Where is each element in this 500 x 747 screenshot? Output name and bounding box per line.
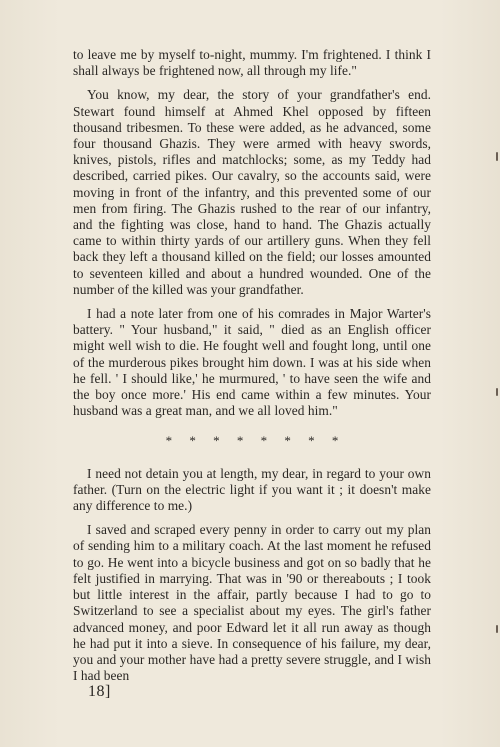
paragraph-2: You know, my dear, the story of your grandfather's end. Stewart found himself at Ahmed Khel opposed by fifteen thousand tribesmen. To these were added, as he advanced, some four thousand Ghazis. They were armed with heavy swords, knives, pistols, rifles and matchlocks; some, as my Teddy had described, carried pikes. Our cavalry, so the accounts said, were moving in front of the infantry, and this prevented some of our men from firing. The Ghazis rushed to the rear of our infantry, and the fighting was close, hand to hand. The Ghazis actually came to within thirty yards of our artillery guns. When they fell back they left a thousand killed on the field; our losses amounted to seventeen killed and about a hundred wounded. One of the number of the killed was your grandfather. bbox=[73, 87, 431, 297]
margin-mark bbox=[496, 625, 498, 633]
margin-mark bbox=[496, 152, 498, 161]
body-text bbox=[73, 47, 431, 684]
paragraph-1: to leave me by myself to-night, mummy. I'm frightened. I think I shall always be frightened now, all through my life." bbox=[73, 47, 431, 79]
margin-mark bbox=[496, 388, 498, 396]
paragraph-3: I had a note later from one of his comrades in Major Warter's battery. " Your husband," it said, " died as an English officer might well wish to die. He fought well and fought long, until one of the murderous pikes brought him down. I was at his side when he fell. ' I should like,' he murmured, ' to have seen the wife and the boy once more.' His end came within a few minutes. Your husband was a great man, and we all loved him." bbox=[73, 306, 431, 419]
paragraph-5: I saved and scraped every penny in order to carry out my plan of sending him to a military coach. At the last moment he refused to go. He went into a bicycle business and got on so badly that he felt justified in marrying. That was in '90 or thereabouts ; I took but little interest in the affair, partly because I had to go to Switzerland to see a specialist about my eyes. The girl's father advanced money, and poor Edward let it all run away as though he had put it into a sieve. In consequence of his failure, my dear, you and your mother have had a pretty severe struggle, and I wish I had been bbox=[73, 522, 431, 684]
page-number: 18] bbox=[88, 683, 111, 700]
section-separator: * * * * * * * * bbox=[165, 433, 339, 449]
paragraph-4: I need not detain you at length, my dear, in regard to your own father. (Turn on the electric light if you want it ; it doesn't make any difference to me.) bbox=[73, 465, 431, 514]
